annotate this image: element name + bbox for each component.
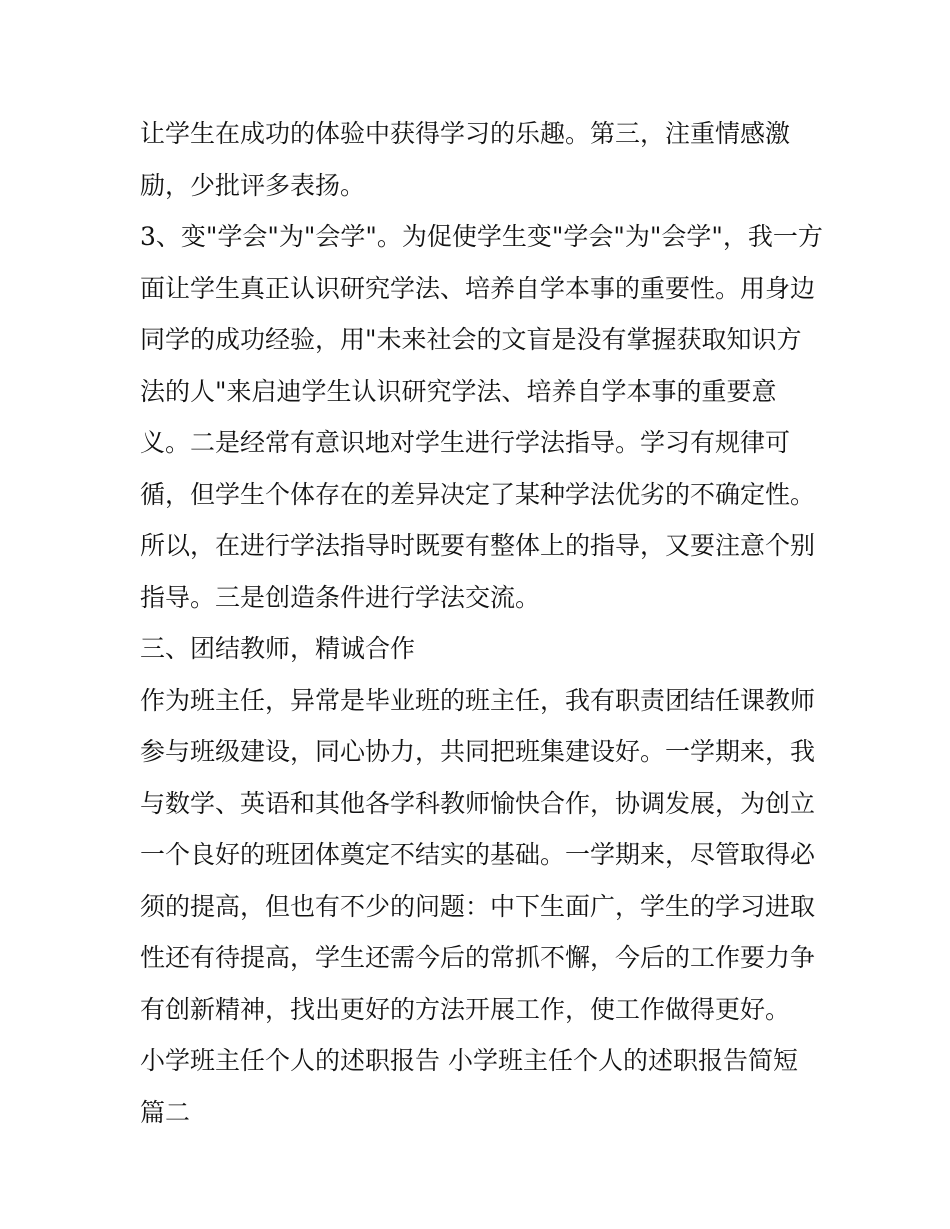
- text-line: 一个良好的班团体奠定不结实的基础。一学期来，尽管取得必: [140, 840, 816, 869]
- text-line: 让学生在成功的体验中获得学习的乐趣。第三，注重情感激: [140, 119, 791, 148]
- text-line: 循，但学生个体存在的差异决定了某种学法优劣的不确定性。: [140, 479, 816, 509]
- text-line: 性还有待提高，学生还需今后的常抓不懈，今后的工作要力争: [140, 943, 816, 972]
- text-line: 所以，在进行学法指导时既要有整体上的指导，又要注意个别: [140, 531, 816, 560]
- text-line: 须的提高，但也有不少的问题：中下生面广，学生的学习进取: [140, 891, 816, 921]
- text-line: 作为班主任，异常是毕业班的班主任，我有职责团结任课教师: [140, 685, 816, 715]
- text-line: 与数学、英语和其他各学科教师愉快合作，协调发展，为创立: [140, 788, 816, 818]
- text-line: 3、变"学会"为"会学"。为促使学生变"学会"为"会学"，我一方: [140, 222, 823, 251]
- text-line: 有创新精神，找出更好的方法开展工作，使工作做得更好。: [140, 994, 791, 1024]
- text-line: 参与班级建设，同心协力，共同把班集建设好。一学期来，我: [140, 737, 816, 766]
- text-line: 指导。三是创造条件进行学法交流。: [140, 582, 541, 612]
- text-line: 法的人"来启迪学生认识研究学法、培养自学本事的重要意: [140, 376, 777, 406]
- document-body: [140, 108, 830, 1138]
- text-line: 面让学生真正认识研究学法、培养自学本事的重要性。用身边: [140, 273, 816, 303]
- text-line: 励，少批评多表扬。: [140, 170, 366, 200]
- text-line: 同学的成功经验，用"未来社会的文盲是没有掌握获取知识方: [140, 325, 802, 354]
- section-heading: 三、团结教师，精诚合作: [140, 634, 416, 663]
- text-line: 义。二是经常有意识地对学生进行学法指导。学习有规律可: [140, 428, 791, 457]
- article-title: 小学班主任个人的述职报告 小学班主任个人的述职报告简短: [140, 1046, 798, 1075]
- article-subtitle: 篇二: [140, 1097, 191, 1127]
